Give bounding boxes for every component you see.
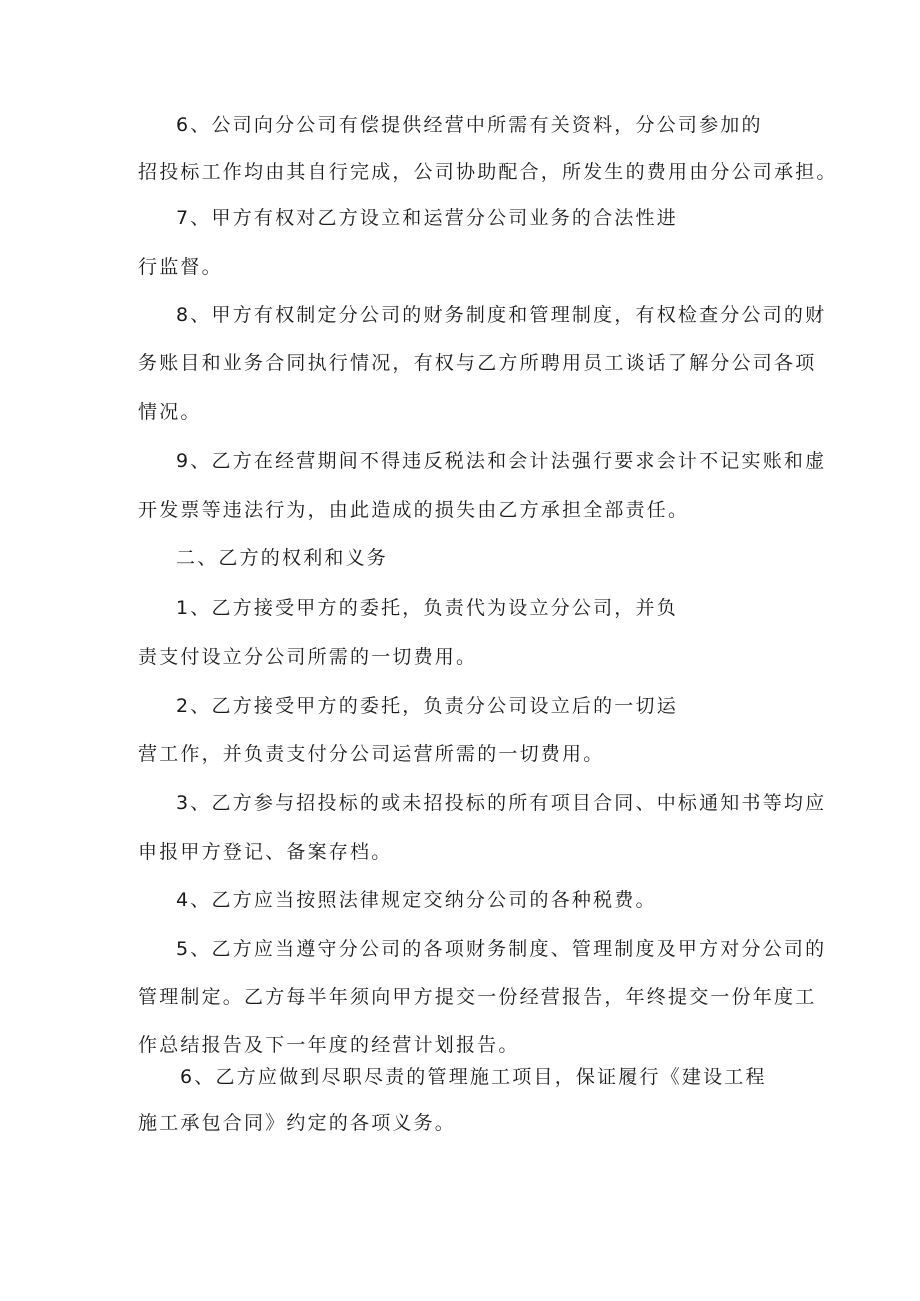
paragraph-line: 1、乙方接受甲方的委托，负责代为设立分公司，并负 <box>176 597 678 619</box>
paragraph-line: 务账目和业务合同执行情况，有权与乙方所聘用员工谈话了解分公司各项 <box>138 352 817 374</box>
paragraph-line: 申报甲方登记、备案存档。 <box>138 841 393 863</box>
paragraph-line: 招投标工作均由其自行完成，公司协助配合，所发生的费用由分公司承担。 <box>138 161 838 183</box>
paragraph-line: 8、甲方有权制定分公司的财务制度和管理制度，有权检查分公司的财 <box>176 304 827 326</box>
paragraph-line: 作总结报告及下一年度的经营计划报告。 <box>138 1034 520 1056</box>
paragraph-line: 4、乙方应当按照法律规定交纳分公司的各种税费。 <box>176 889 657 911</box>
paragraph-line: 5、乙方应当遵守分公司的各项财务制度、管理制度及甲方对分公司的 <box>176 938 827 960</box>
paragraph-line: 3、乙方参与招投标的或未招投标的所有项目合同、中标通知书等均应 <box>176 792 827 814</box>
paragraph-line: 7、甲方有权对乙方设立和运营分公司业务的合法性进 <box>176 207 678 229</box>
section-heading: 二、乙方的权利和义务 <box>176 547 389 569</box>
paragraph-line: 行监督。 <box>138 256 223 278</box>
paragraph-line: 施工承包合同》约定的各项义务。 <box>138 1112 457 1134</box>
paragraph-line: 责支付设立分公司所需的一切费用。 <box>138 646 478 668</box>
paragraph-line: 6、公司向分公司有偿提供经营中所需有关资料，分公司参加的 <box>176 114 763 136</box>
paragraph-line: 2、乙方接受甲方的委托，负责分公司设立后的一切运 <box>176 695 678 717</box>
paragraph-line: 开发票等违法行为，由此造成的损失由乙方承担全部责任。 <box>138 499 690 521</box>
paragraph-line: 6、乙方应做到尽职尽责的管理施工项目，保证履行《建设工程 <box>180 1066 767 1088</box>
paragraph-line: 情况。 <box>138 401 202 423</box>
paragraph-line: 管理制定。乙方每半年须向甲方提交一份经营报告，年终提交一份年度工 <box>138 986 817 1008</box>
paragraph-line: 9、乙方在经营期间不得违反税法和会计法强行要求会计不记实账和虚 <box>176 450 827 472</box>
paragraph-line: 营工作，并负责支付分公司运营所需的一切费用。 <box>138 743 605 765</box>
